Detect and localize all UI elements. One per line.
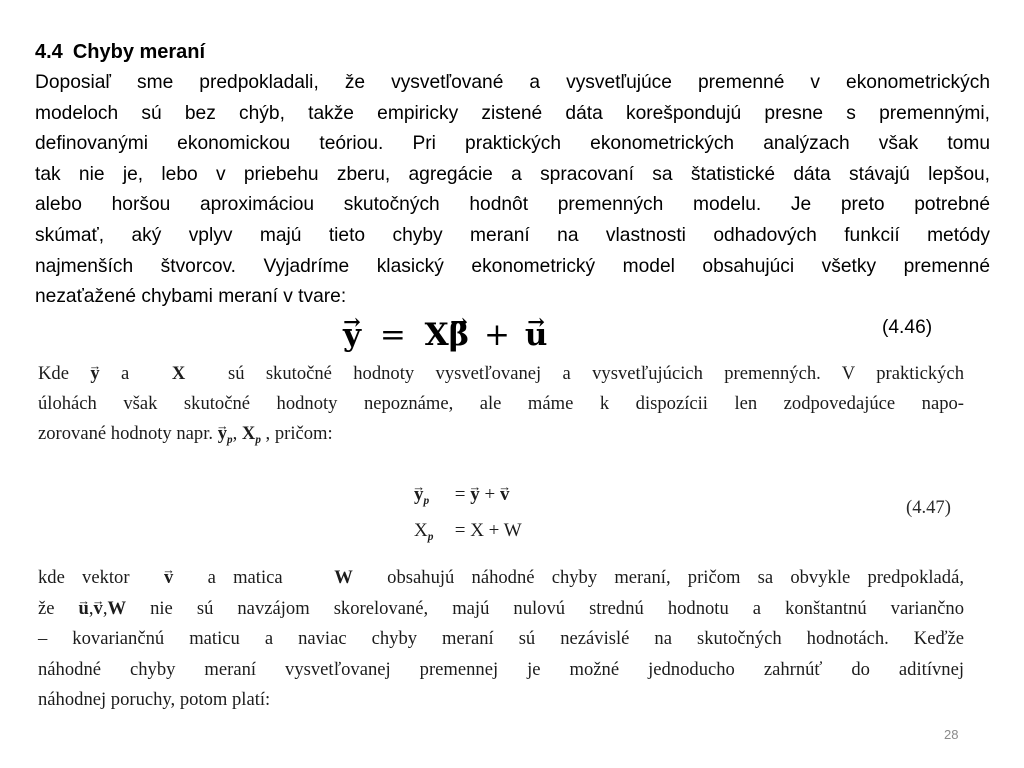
vector-u: → u [525, 315, 548, 355]
subscript: p [255, 433, 261, 446]
matrix-x: X [241, 423, 256, 444]
vector-y: → y [218, 419, 227, 449]
paragraph-line: definovanými ekonomickou teóriou. Pri praktických ekonometrických analýzach však tomu [35, 133, 990, 155]
text-run: zorované hodnoty napr. [38, 423, 218, 444]
equation-4-47 [414, 480, 522, 552]
text-run: , [232, 423, 242, 444]
vector-u: → u [79, 594, 89, 625]
matrix-x: X [424, 317, 449, 353]
paragraph-line: skúmať, aký vplyv majú tieto chyby meraní na vlastnosti odhadových funkcií metódy [35, 224, 990, 246]
text-run: sú skutočné hodnoty vysvetľovanej a vysvetľujúcich premenných. V praktických [185, 363, 964, 384]
vector-y: → y [414, 480, 424, 509]
equation-4-46 [343, 315, 547, 355]
paragraph-line: modeloch sú bez chýb, takže empiricky zistené dáta korešpondujú presne s premennými, [35, 102, 990, 124]
paragraph-line [38, 419, 964, 455]
paragraph-line: Doposiaľ sme predpokladali, že vysvetľované a vysvetľujúce premenné v ekonometrických [35, 72, 990, 93]
subscript: p [423, 494, 430, 507]
text-run: Kde [38, 363, 91, 384]
page-number: 28 [944, 727, 959, 742]
paragraph-line: tak nie je, lebo v priebehu zberu, agregácie a spracovaní sa štatistické dáta stávajú lepšou, [35, 163, 990, 185]
text-run: nie sú navzájom skorelované, majú nulovú strednú hodnotu a konštantnú variančno [126, 597, 964, 619]
equation-rhs: = X + W [450, 519, 522, 541]
text-run: že [38, 597, 79, 619]
section-title: Chyby meraní [72, 41, 206, 63]
vector-y: → y [343, 315, 361, 355]
section-number: 4.4 [35, 41, 63, 63]
paragraph-line: najmenších štvorcov. Vyjadríme klasický ekonometrický model obsahujúci všetky premenné [35, 255, 990, 277]
subscript: p [427, 530, 434, 543]
vector-v: → v [94, 594, 103, 625]
matrix-w: W [107, 597, 127, 619]
text-run: kde vektor [38, 567, 164, 588]
section-heading [35, 39, 205, 65]
paragraph-line: alebo horšou aproximáciou skutočných hodnôt premenných modelu. Je preto potrebné [35, 194, 990, 216]
equation-number-4-46: (4.46) [882, 317, 933, 338]
paragraph-line: – kovariančnú maticu a naviac chyby meraní sú nezávislé na skutočných hodnotách. Keďže [38, 628, 964, 649]
subscript: p [227, 433, 233, 446]
paragraph-line [38, 594, 964, 625]
paragraph-line: náhodnej poruchy, potom platí: [38, 689, 271, 710]
paragraph-line: úlohách však skutočné hodnoty nepoznáme, ale máme k dispozícii len zodpovedajúce napo- [38, 393, 964, 414]
intro-paragraph [35, 68, 990, 313]
equation-row [414, 480, 522, 516]
matrix-x: X [414, 519, 428, 541]
scanned-paragraph-1 [38, 359, 964, 455]
matrix-x: X [171, 363, 186, 384]
equation-row [414, 516, 522, 552]
text-run: a matica [173, 567, 335, 588]
text-run: , pričom: [260, 423, 333, 444]
text-run: obsahujú náhodné chyby meraní, pričom sa obvykle predpokladá, [352, 567, 964, 588]
plus-sign: + [484, 317, 511, 353]
paragraph-line: nezaťažené chybami meraní v tvare: [35, 286, 347, 308]
plus-sign: + [479, 484, 500, 505]
equation-lhs [414, 480, 450, 516]
vector-v: → v [164, 563, 173, 594]
paragraph-line: náhodné chyby meraní vysvetľovanej premennej je možné jednoducho zahrnúť do aditívnej [38, 658, 964, 680]
paragraph-line [38, 563, 964, 594]
equals-sign: = [450, 484, 471, 505]
matrix-w: W [334, 567, 353, 588]
text-run: , [102, 597, 108, 619]
vector-beta: → β [449, 315, 470, 355]
scanned-paragraph-2 [38, 563, 964, 716]
equation-lhs [414, 516, 450, 552]
paragraph-line [38, 359, 964, 389]
vector-y: → y [470, 480, 480, 509]
vector-v: → v [500, 480, 510, 509]
equation-number-4-47: (4.47) [906, 497, 951, 518]
text-run: a [99, 363, 172, 384]
vector-y: → y [90, 359, 99, 389]
text-run: , [88, 597, 94, 619]
equals-sign: = [379, 317, 406, 353]
